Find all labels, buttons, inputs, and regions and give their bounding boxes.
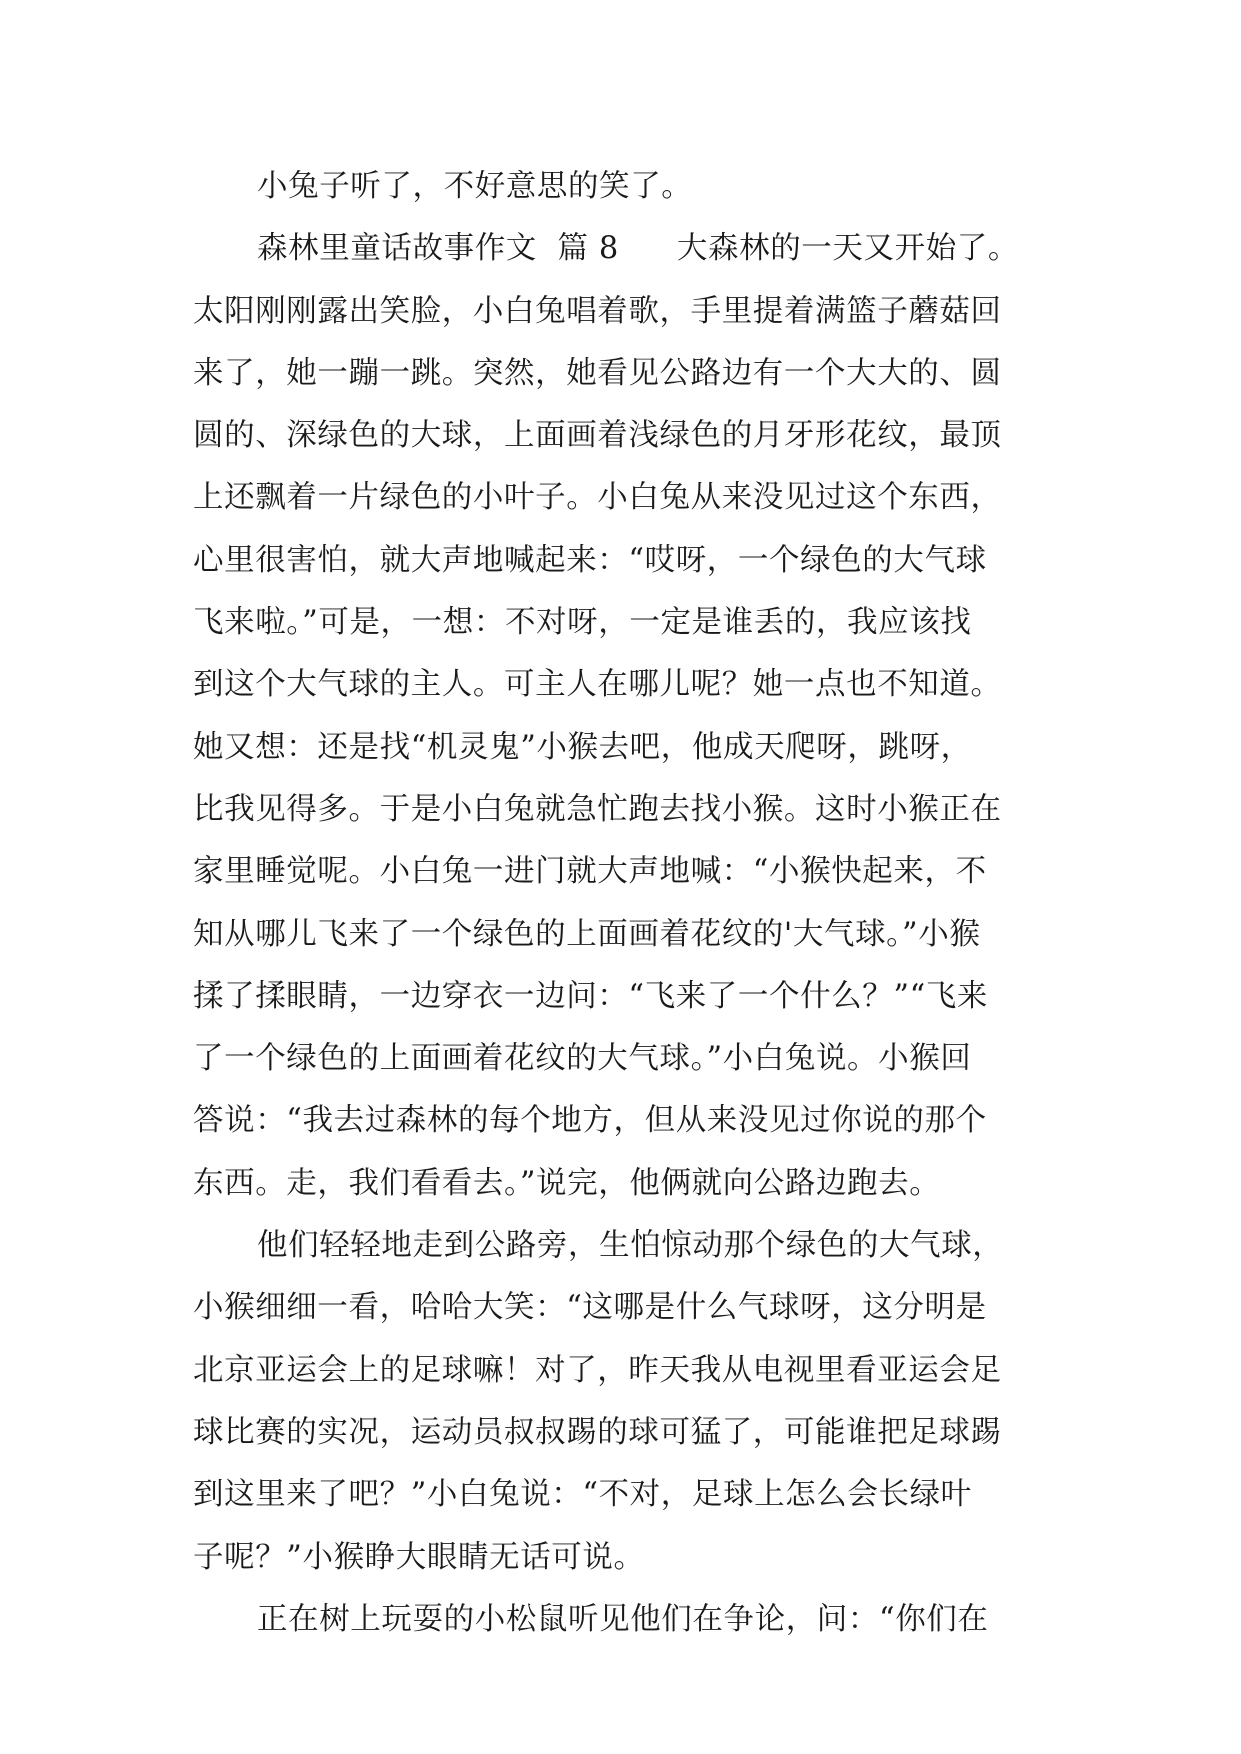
- paragraph: [193, 1589, 1063, 1651]
- text-line: 揉了揉眼睛，一边穿衣一边问：“飞来了一个什么？”“飞来: [193, 978, 988, 1014]
- text-line: 家里睡觉呢。小白兔一进门就大声地喊：“小猴快起来，不: [193, 854, 987, 890]
- text-line: 圆的、深绿色的大球，上面画着浅绿色的月牙形花纹，最顶: [193, 418, 1002, 454]
- text-line-rest: 大森林的一天又开始了。: [676, 231, 1019, 267]
- text-line: 她又想：还是找“机灵鬼”小猴去吧，他成天爬呀，跳呀，: [193, 729, 972, 765]
- document-body: [193, 156, 1063, 1651]
- text-line: 比我见得多。于是小白兔就急忙跑去找小猴。这时小猴正在: [193, 791, 1002, 827]
- text-line: 太阳刚刚露出笑脸，小白兔唱着歌，手里提着满篮子蘑菇回: [193, 293, 1002, 329]
- text-line: 北京亚运会上的足球嘛！对了，昨天我从电视里看亚运会足: [193, 1352, 1002, 1388]
- text-line: 小猴细细一看，哈哈大笑：“这哪是什么气球呀，这分明是: [193, 1290, 987, 1326]
- paragraph: [193, 156, 1063, 218]
- text-line: 心里很害怕，就大声地喊起来：“哎呀，一个绿色的大气球: [193, 542, 987, 578]
- text-line: 东西。走，我们看看去。”说完，他俩就向公路边跑去。: [193, 1165, 941, 1201]
- text-line: 知从哪儿飞来了一个绿色的上面画着花纹的'大气球。”小猴: [193, 916, 981, 952]
- text-line: 了一个绿色的上面画着花纹的大气球。”小白兔说。小猴回: [193, 1041, 972, 1077]
- text-line: 正在树上玩耍的小松鼠听见他们在争论，问：“你们在: [257, 1601, 989, 1637]
- text-line: 到这个大气球的主人。可主人在哪儿呢？她一点也不知道。: [193, 667, 1002, 703]
- text-line: 来了，她一蹦一跳。突然，她看见公路边有一个大大的、圆: [193, 355, 1002, 391]
- text-line: 飞来啦。”可是，一想：不对呀，一定是谁丢的，我应该找: [193, 605, 972, 641]
- text-line: 到这里来了吧？”小白兔说：“不对，足球上怎么会长绿叶: [193, 1477, 972, 1513]
- text-line: 球比赛的实况，运动员叔叔踢的球可猛了，可能谁把足球踢: [193, 1414, 1002, 1450]
- paragraph: [193, 1215, 1063, 1589]
- text-line: 子呢？”小猴睁大眼睛无话可说。: [193, 1539, 645, 1575]
- paragraph: [193, 218, 1063, 1215]
- text-line: [193, 218, 1063, 280]
- text-line: 上还飘着一片绿色的小叶子。小白兔从来没见过这个东西，: [193, 480, 1002, 516]
- text-line: 答说：“我去过森林的每个地方，但从来没见过你说的那个: [193, 1103, 987, 1139]
- text-line: 小兔子听了，不好意思的笑了。: [257, 169, 693, 204]
- text-line: 他们轻轻地走到公路旁，生怕惊动那个绿色的大气球，: [257, 1228, 1004, 1264]
- section-heading: 森林里童话故事作文 篇 8: [257, 231, 619, 267]
